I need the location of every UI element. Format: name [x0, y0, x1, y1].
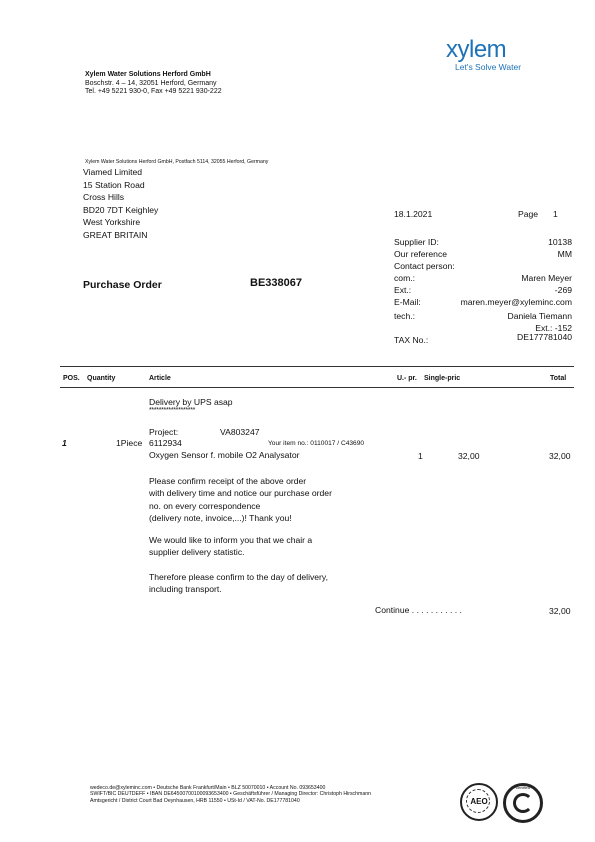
table-header-rule — [60, 387, 574, 388]
supplier-label: tech.: — [394, 311, 416, 321]
recipient-address — [83, 166, 158, 241]
col-total: Total — [550, 375, 567, 382]
recipient-line: Cross Hills — [83, 192, 125, 202]
footer-line-1: wedeco.de@xyleminc.com • Deutsche Bank Frankfurt/Main • BLZ 50070010 • Account No. 093653400 — [90, 785, 326, 791]
certified-seal-icon — [503, 783, 543, 823]
recipient-line: Viamed Limited — [83, 167, 143, 177]
supplier-label: Our reference — [394, 249, 448, 259]
note-confirm-line: no. on every correspondence — [149, 500, 261, 511]
item-total: 32,00 — [549, 451, 571, 461]
item-code: 6112934 — [149, 438, 182, 448]
order-date: 18.1.2021 — [394, 209, 433, 219]
note-statistic-line: We would like to inform you that we chair a — [149, 535, 313, 545]
note-confirm-line: Please confirm receipt of the above order — [149, 476, 307, 486]
project-value: VA803247 — [220, 427, 260, 437]
supplier-value: Ext.: -152 — [535, 323, 572, 333]
order-title: Purchase Order — [83, 279, 162, 291]
supplier-value: -269 — [554, 285, 572, 295]
supplier-label: com.: — [394, 273, 416, 283]
order-number: BE338067 — [250, 277, 302, 289]
company-address: Boschstr. 4 – 14, 32051 Herford, Germany — [85, 79, 217, 87]
continue-label: Continue . . . . . . . . . . . — [375, 605, 462, 615]
supplier-label: E-Mail: — [394, 297, 421, 307]
continue-value: 32,00 — [549, 606, 571, 616]
note-delivery-line: including transport. — [149, 584, 222, 595]
supplier-value: DE177781040 — [517, 332, 572, 342]
supplier-value: maren.meyer@xyleminc.com — [460, 297, 572, 307]
col-article: Article — [149, 375, 171, 382]
item-quantity: 1Piece — [116, 438, 143, 448]
footer-line-2: SWIFT/BIC DEUTDEFF • IBAN DE64500700100093653400 • Geschäftsführer / Managing Director: Christoph Hirschmann — [90, 791, 371, 798]
supplier-label: Contact person: — [394, 261, 455, 271]
col-single-price: Single-pric — [424, 375, 461, 382]
table-top-rule — [60, 366, 574, 367]
item-description: Oxygen Sensor f. mobile O2 Analysator — [149, 450, 300, 460]
company-name: Xylem Water Solutions Herford GmbH — [85, 71, 211, 78]
col-unit: U.- pr. — [397, 375, 417, 382]
note-confirm-line: (delivery note, invoice,...)! Thank you! — [149, 512, 292, 523]
col-quantity: Quantity — [87, 375, 116, 382]
supplier-value: Maren Meyer — [521, 273, 572, 283]
project-label: Project: — [149, 427, 179, 437]
note-statistic — [149, 534, 312, 559]
supplier-value: MM — [557, 249, 572, 259]
supplier-value: Daniela Tiemann — [507, 311, 572, 321]
recipient-line: BD20 7DT Keighley — [83, 204, 159, 215]
item-unit: 1 — [418, 451, 423, 461]
item-your-number: Your item no.: 0110017 / C43690 — [268, 440, 365, 447]
delivery-line: Delivery by UPS asap — [149, 397, 233, 407]
note-confirm — [149, 475, 332, 524]
note-delivery-line: Therefore please confirm to the day of delivery, — [149, 572, 328, 582]
supplier-label: Ext.: — [394, 285, 412, 295]
note-confirm-line: with delivery time and notice our purchase order — [149, 488, 332, 499]
footer-line-3: Amtsgericht / District Court Bad Oeynhausen, HRB 11550 • USt-Id / VAT-No. DE177781040 — [90, 797, 300, 804]
page-number: 1 — [553, 209, 558, 219]
col-pos: POS. — [63, 375, 80, 382]
item-pos: 1 — [62, 438, 67, 448]
delivery-stars: ******************* — [149, 407, 196, 414]
xylem-logo — [446, 36, 521, 72]
note-statistic-line: supplier delivery statistic. — [149, 547, 245, 558]
certified-seal-text: certified — [515, 785, 530, 790]
page-label: Page — [518, 209, 539, 219]
supplier-label: Supplier ID: — [394, 237, 439, 247]
note-delivery — [149, 571, 328, 596]
logo-tagline: Let's Solve Water — [455, 62, 522, 72]
sender-line: Xylem Water Solutions Herford GmbH, Postfach 5114, 32055 Herford, Germany — [85, 159, 269, 165]
recipient-line: 15 Station Road — [83, 179, 145, 190]
aeo-seal-icon — [460, 783, 498, 821]
company-phone: Tel. +49 5221 930-0, Fax +49 5221 930-222 — [85, 88, 222, 95]
recipient-line: GREAT BRITAIN — [83, 229, 148, 240]
item-single-price: 32,00 — [458, 451, 480, 461]
supplier-label: TAX No.: — [394, 335, 429, 345]
supplier-value: 10138 — [548, 237, 572, 247]
company-block — [85, 71, 222, 97]
logo-brand: xylem — [446, 36, 507, 63]
footer-text — [90, 785, 371, 804]
aeo-seal-text: AEO — [470, 797, 488, 806]
recipient-line: West Yorkshire — [83, 217, 141, 227]
